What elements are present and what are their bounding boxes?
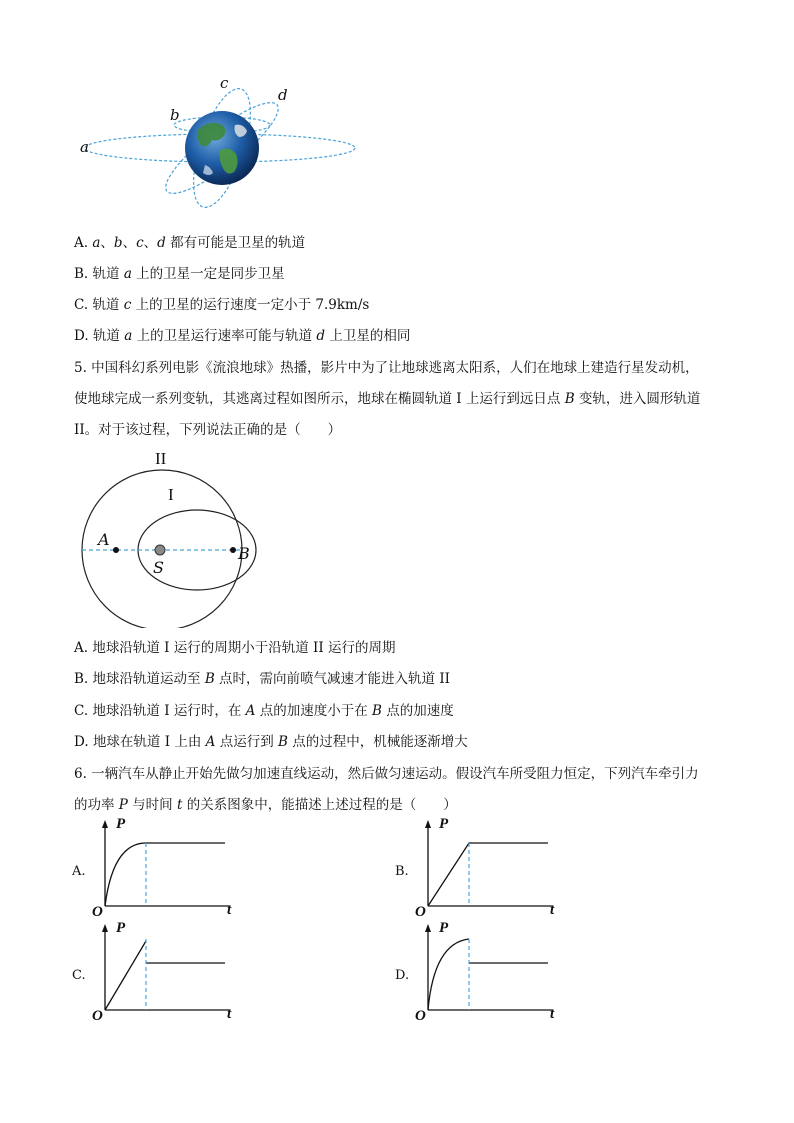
stem-text: 使地球完成一系列变轨，其逃离过程如图所示，地球在椭圆轨道 I 上运行到远日点 [74, 391, 565, 407]
option-text: 点的加速度 [381, 703, 454, 719]
point-b [230, 547, 236, 553]
p-t-rise [105, 941, 146, 1010]
option-text: 轨道 [92, 297, 124, 313]
graph-option-d[interactable] [393, 922, 573, 1027]
y-axis-arrow [425, 820, 431, 828]
option-letter: B. [74, 671, 89, 687]
q4-option-c[interactable] [74, 297, 369, 313]
p-t-curve [105, 843, 225, 906]
q5-stem-line3: II。对于该过程，下列说法正确的是（ ） [74, 422, 342, 438]
graph-option-a[interactable] [70, 818, 250, 923]
q6-stem-line1: 6. 一辆汽车从静止开始先做匀加速直线运动，然后做匀速运动。假设汽车所受阻力恒定，下列汽车牵引力 [74, 766, 699, 782]
option-letter: A. [74, 235, 89, 251]
label-b: B [238, 544, 250, 563]
orbits-figure [70, 70, 370, 220]
sep: 、 [122, 235, 137, 251]
option-letter: D. [74, 734, 89, 750]
option-text: 点的加速度小于在 [255, 703, 372, 719]
q4-option-a[interactable] [74, 235, 305, 251]
var-b: b [113, 235, 123, 251]
label-orbit-ii: II [155, 449, 167, 468]
option-letter: B. [74, 266, 89, 282]
sun-s [155, 545, 165, 555]
graph-option-b[interactable] [393, 818, 573, 923]
graph-option-c[interactable] [70, 922, 250, 1027]
option-letter: C. [74, 703, 89, 719]
stem-text: 的功率 [74, 797, 119, 813]
option-text: 上的卫星一定是同步卫星 [131, 266, 285, 282]
option-text: 都有可能是卫星的轨道 [165, 235, 306, 251]
origin-label: O [92, 1008, 103, 1024]
y-axis-arrow [425, 924, 431, 932]
x-axis-label: t [550, 1006, 555, 1022]
q5-option-b[interactable] [74, 671, 450, 687]
var-B: B [278, 734, 288, 750]
p-t-curve [428, 843, 548, 906]
origin-label: O [415, 904, 426, 920]
option-text: 轨道 [92, 266, 124, 282]
option-letter: A. [74, 640, 89, 656]
origin-label: O [415, 1008, 426, 1024]
var-B: B [564, 391, 575, 407]
x-axis-label: t [550, 902, 555, 918]
label-a: A [98, 530, 110, 549]
orbit-label-c: c [220, 74, 229, 92]
graph-letter: B. [395, 864, 409, 879]
var-d: d [316, 328, 326, 344]
stem-text: 的关系图象中，能描述上述过程的是（ ） [182, 797, 457, 813]
point-a [113, 547, 119, 553]
option-text: 地球在轨道 I 上由 [92, 734, 206, 750]
stem-text: 变轨，进入圆形轨道 [574, 391, 701, 407]
var-a: a [123, 266, 132, 282]
var-c: c [123, 297, 132, 313]
var-P: P [118, 797, 128, 813]
var-t: t [176, 797, 183, 813]
option-text: 地球沿轨道 I 运行的周期小于沿轨道 II 运行的周期 [92, 640, 396, 656]
graph-letter: A. [72, 864, 86, 879]
option-letter: D. [74, 328, 89, 344]
option-text: 上卫星的相同 [325, 328, 411, 344]
q5-stem-line2 [74, 391, 700, 407]
orbit-label-d: d [278, 86, 288, 104]
orbits-diagram [70, 70, 370, 220]
var-A: A [245, 703, 256, 719]
var-a: a [92, 235, 101, 251]
q5-stem-line1: 5. 中国科幻系列电影《流浪地球》热播，影片中为了让地球逃离太阳系，人们在地球上建造行星发动机， [74, 360, 699, 376]
option-text: 上的卫星的运行速度一定小于 7.9km/s [131, 297, 370, 313]
y-axis-label: P [116, 920, 126, 936]
stem-text: 与时间 [127, 797, 177, 813]
p-t-rise [428, 939, 469, 1010]
sep: 、 [143, 235, 158, 251]
graph-letter: D. [395, 968, 410, 983]
x-axis-label: t [227, 902, 232, 918]
orbit-transfer-figure [70, 448, 270, 628]
label-orbit-i: I [168, 485, 174, 504]
y-axis-arrow [102, 820, 108, 828]
var-B: B [204, 671, 215, 687]
q4-option-d[interactable] [74, 328, 410, 344]
option-text: 上的卫星运行速率可能与轨道 [132, 328, 317, 344]
orbit-label-a: a [80, 138, 89, 156]
q6-stem-line2 [74, 797, 457, 813]
var-A: A [205, 734, 216, 750]
var-a: a [124, 328, 133, 344]
var-d: d [157, 235, 166, 251]
option-text: 地球沿轨道 I 运行时，在 [92, 703, 246, 719]
option-text: 轨道 [92, 328, 125, 344]
var-c: c [136, 235, 144, 251]
q4-option-b[interactable] [74, 266, 285, 282]
q5-option-c[interactable] [74, 703, 454, 719]
option-text: 点运行到 [215, 734, 278, 750]
y-axis-label: P [439, 816, 449, 832]
q5-option-d[interactable] [74, 734, 468, 750]
orbit-label-b: b [170, 106, 180, 124]
option-letter: C. [74, 297, 89, 313]
label-s: S [153, 558, 164, 577]
x-axis-label: t [227, 1006, 232, 1022]
y-axis-arrow [102, 924, 108, 932]
graph-letter: C. [72, 968, 86, 983]
option-text: 点时，需向前喷气减速才能进入轨道 II [214, 671, 450, 687]
y-axis-label: P [116, 816, 126, 832]
origin-label: O [92, 904, 103, 920]
option-text: 地球沿轨道运动至 [92, 671, 205, 687]
option-text: 点的过程中，机械能逐渐增大 [287, 734, 468, 750]
sep: 、 [100, 235, 114, 251]
y-axis-label: P [439, 920, 449, 936]
q5-option-a[interactable] [74, 640, 396, 656]
var-B: B [372, 703, 382, 719]
